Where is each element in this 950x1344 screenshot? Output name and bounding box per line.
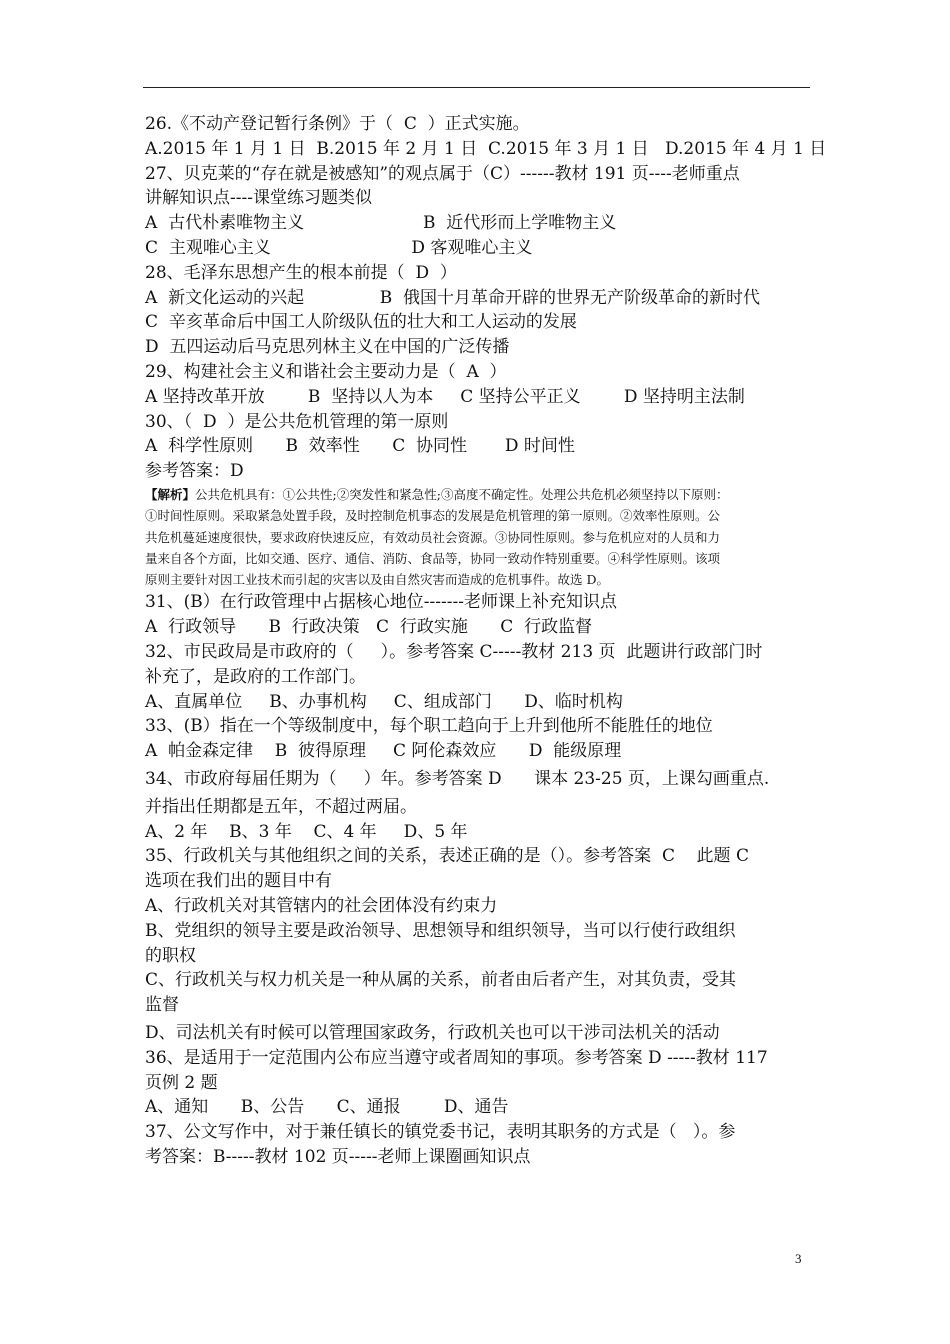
document-body <box>145 112 827 1170</box>
text-line: 37、公文写作中，对于兼任镇长的镇党委书记，表明其职务的方式是（ ）。参 <box>145 1122 736 1143</box>
text-line: A 行政领导 B 行政决策 C 行政实施 C 行政监督 <box>145 617 593 638</box>
text-line: 30、（ D ）是公共危机管理的第一原则 <box>145 411 449 432</box>
text-line: A、通知 B、公告 C、通报 D、通告 <box>145 1097 509 1118</box>
analysis-line: 原则主要针对因工业技术而引起的灾害以及由自然灾害而造成的危机事件。故选 D。 <box>145 572 609 588</box>
text-line: C、行政机关与权力机关是一种从属的关系，前者由后者产生，对其负责，受其 <box>145 970 737 991</box>
analysis-label: 【解析】 <box>145 486 196 502</box>
text-line: C 辛亥革命后中国工人阶级队伍的壮大和工人运动的发展 <box>145 312 577 333</box>
page-number: 3 <box>795 1251 802 1266</box>
text-line: 26.《不动产登记暂行条例》于（ C ）正式实施。 <box>145 114 530 134</box>
text-line: 36、是适用于一定范围内公布应当遵守或者周知的事项。参考答案 D -----教材 117 <box>145 1047 768 1068</box>
text-line: 选项在我们出的题目中有 <box>145 871 332 892</box>
text-line: 监督 <box>145 995 179 1016</box>
text-line: 补充了，是政府的工作部门。 <box>145 666 366 687</box>
analysis-line: 量来自各个方面，比如交通、医疗、通信、消防、食品等，协同一致动作特别重要。④科学性原则。该项 <box>145 550 721 566</box>
text-line: 考答案：B-----教材 102 页-----老师上课圈画知识点 <box>145 1146 531 1167</box>
text-line: 并指出任期都是五年，不超过两届。 <box>145 796 417 817</box>
analysis-line: 共危机蔓延速度很快，要求政府快速反应，有效动员社会资源。③协同性原则。参与危机应对的人员和力 <box>145 529 721 545</box>
text-line: 页例 2 题 <box>145 1072 218 1093</box>
text-line: A 古代朴素唯物主义 B 近代形而上学唯物主义 <box>145 213 617 234</box>
text-line: A 坚持改革开放 B 坚持以人为本 C 坚持公平正义 D 坚持明主法制 <box>145 386 745 407</box>
analysis-line <box>145 484 810 505</box>
text-line: 34、市政府每届任期为（ ）年。参考答案 D 课本 23-25 页，上课勾画重点. <box>145 769 770 790</box>
text-line: D、司法机关有时候可以管理国家政务，行政机关也可以干涉司法机关的活动 <box>145 1022 720 1043</box>
text-line: A、直属单位 B、办事机构 C、组成部门 D、临时机构 <box>145 691 623 712</box>
text-line: D 五四运动后马克思列林主义在中国的广泛传播 <box>145 337 510 358</box>
text-line: A 帕金森定律 B 彼得原理 C 阿伦森效应 D 能级原理 <box>145 741 622 762</box>
text-line: B、党组织的领导主要是政治领导、思想领导和组织领导，当可以行使行政组织 <box>145 920 736 941</box>
text-line: A 科学性原则 B 效率性 C 协同性 D 时间性 <box>145 436 575 457</box>
text-line: A、2 年 B、3 年 C、4 年 D、5 年 <box>145 821 468 842</box>
text-line: 29、构建社会主义和谐社会主要动力是（ A ） <box>145 361 507 382</box>
text-line: 27、贝克莱的“存在就是被感知”的观点属于（C）------教材 191 页----老师重点 <box>145 163 740 184</box>
text-line: A 新文化运动的兴起 B 俄国十月革命开辟的世界无产阶级革命的新时代 <box>145 287 761 308</box>
analysis-text: 公共危机具有：①公共性;②突发性和紧急性;③高度不确定性。处理公共危机必须坚持以下原则： <box>195 486 729 502</box>
text-line: 28、毛泽东思想产生的根本前提（ D ） <box>145 262 457 283</box>
text-line: 的职权 <box>145 945 196 966</box>
text-line: 32、市民政局是市政府的（ ）。参考答案 C-----教材 213 页 此题讲行政部门时 <box>145 642 763 663</box>
text-line: 35、行政机关与其他组织之间的关系，表述正确的是（）。参考答案 C 此题 C <box>145 846 749 867</box>
text-line: 31、(B）在行政管理中占据核心地位-------老师课上补充知识点 <box>145 592 617 613</box>
text-line: 讲解知识点----课堂练习题类似 <box>145 188 372 209</box>
answer-line: 参考答案：D <box>145 461 244 482</box>
header-rule <box>143 87 810 88</box>
text-line: A.2015 年 1 月 1 日 B.2015 年 2 月 1 日 C.2015 年 3 月 1 日 D.2015 年 4 月 1 日 <box>145 138 827 159</box>
text-line: 33、(B）指在一个等级制度中，每个职工趋向于上升到他所不能胜任的地位 <box>145 716 713 737</box>
text-line: C 主观唯心主义 D 客观唯心主义 <box>145 237 533 258</box>
analysis-line: ①时间性原则。采取紧急处置手段，及时控制危机事态的发展是危机管理的第一原则。②效率性原则。公 <box>145 508 721 524</box>
text-line: A、行政机关对其管辖内的社会团体没有约束力 <box>145 896 498 916</box>
